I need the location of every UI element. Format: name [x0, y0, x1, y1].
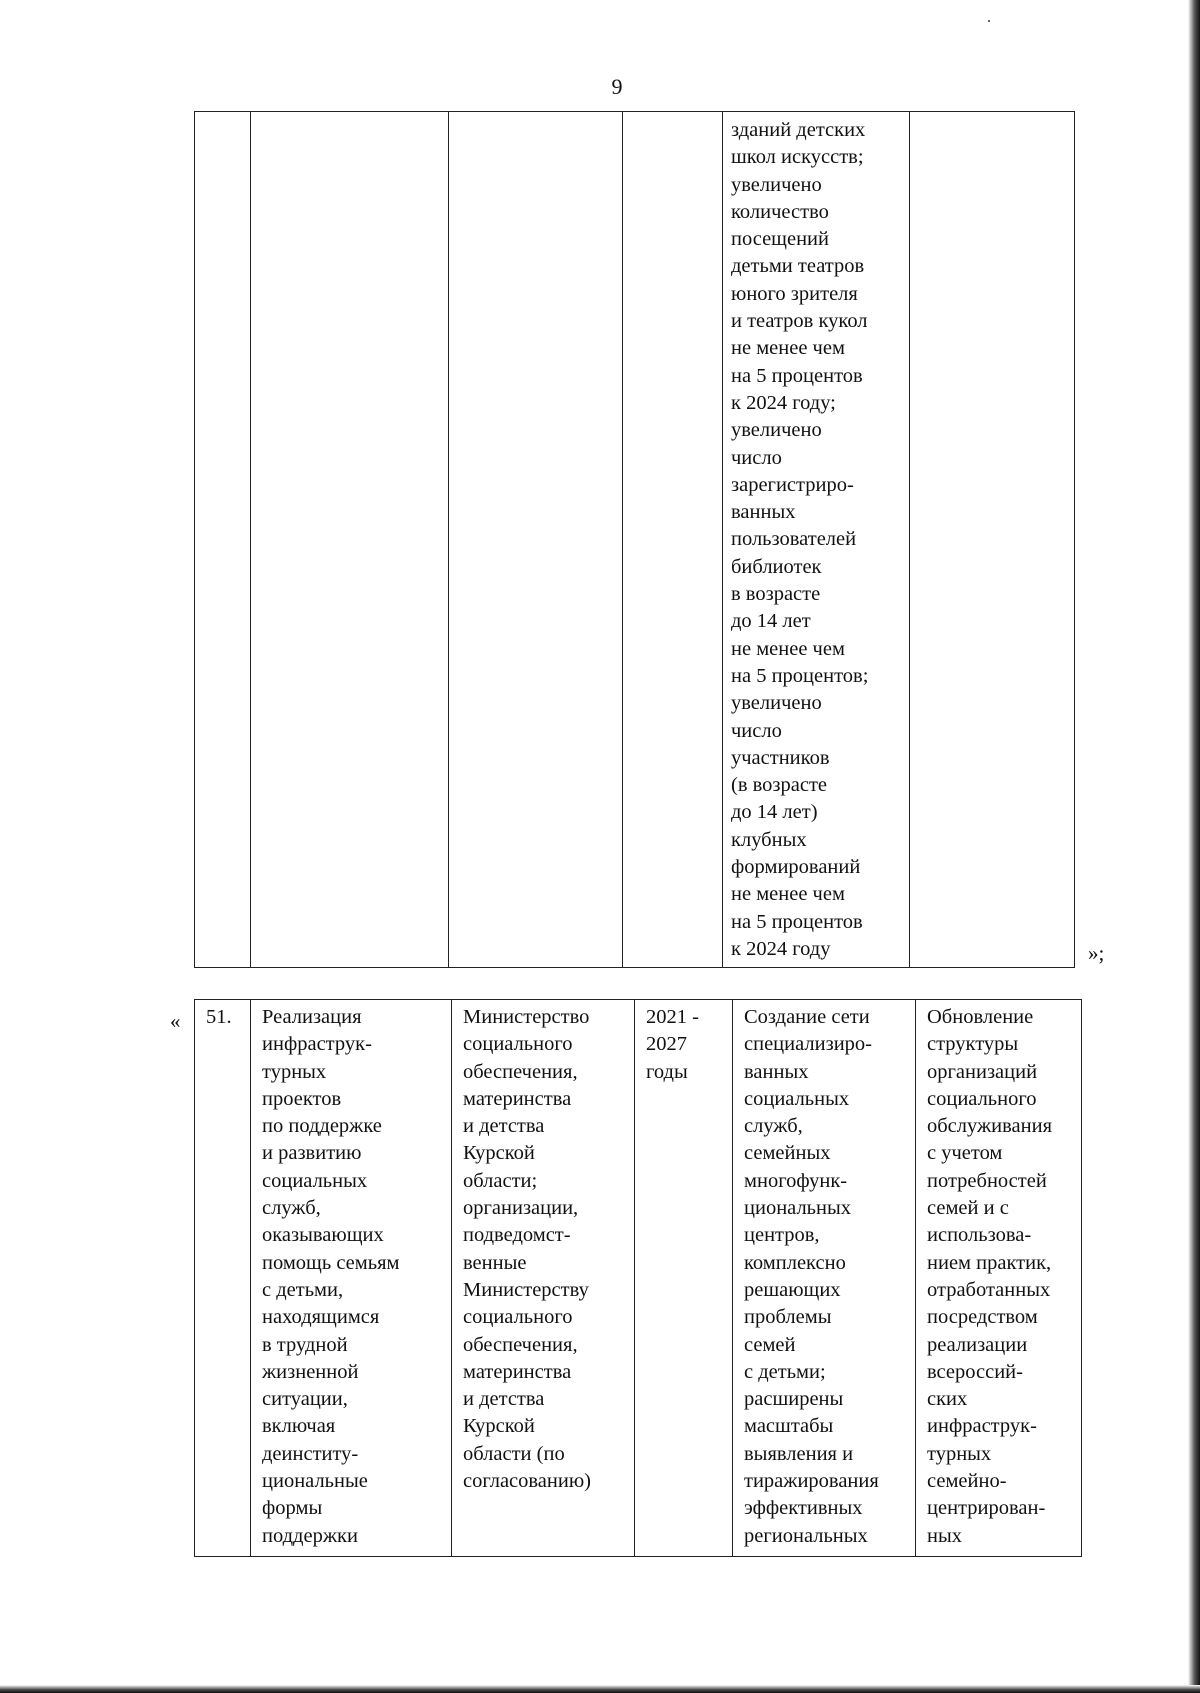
notes-cell: Обновление структуры организаций социального обслуживания с учетом потребностей семей и с использова- нием практик, отработанных посредством реализации всероссий- ских инфраструк- турных семейно- центрирован- ных [916, 1000, 1082, 1557]
continued-table [194, 111, 1075, 968]
period-cell: 2021 - 2027 годы [635, 1000, 733, 1557]
result-cell: зданий детских школ искусств; увеличено количество посещений детьми театров юного зрителя и театров кукол не менее чем на 5 процентов к 2024 году; увеличено число зарегистриро- ванных пользователей библиотек в возрасте до 14 лет не менее чем на 5 процентов; увеличено число участников (в возрасте до 14 лет) клубных формирований не менее чем на 5 процентов к 2024 году [723, 112, 910, 968]
scan-edge-right [1188, 0, 1200, 1693]
new-row-table [194, 999, 1082, 1557]
responsible-cell: Министерство социального обеспечения, материнства и детства Курской области; организации, подведомст- венные Министерству социального обеспечения, материнства и детства Курской области (по согласованию) [452, 1000, 635, 1557]
result-cell: Создание сети специализиро- ванных социальных служб, семейных многофунк- циональных центров, комплексно решающих проблемы семей с детьми; расширены масштабы выявления и тиражирования эффективных региональных [733, 1000, 916, 1557]
table-row [195, 1000, 1082, 1557]
activity-cell: Реализация инфраструк- турных проектов по поддержке и развитию социальных служб, оказывающих помощь семьям с детьми, находящимся в трудной жизненной ситуации, включая деинститу- циональные формы поддержки [251, 1000, 452, 1557]
number-cell [195, 112, 251, 968]
activity-cell [251, 112, 449, 968]
responsible-cell [449, 112, 623, 968]
opening-quote: « [170, 1009, 181, 1033]
scan-edge-bottom [0, 1685, 1200, 1693]
number-cell: 51. [195, 1000, 251, 1557]
scan-speck [988, 20, 990, 22]
table-row [195, 112, 1075, 968]
period-cell [623, 112, 723, 968]
closing-quote: »; [1088, 941, 1105, 965]
page-number: 9 [611, 74, 623, 99]
notes-cell [910, 112, 1075, 968]
